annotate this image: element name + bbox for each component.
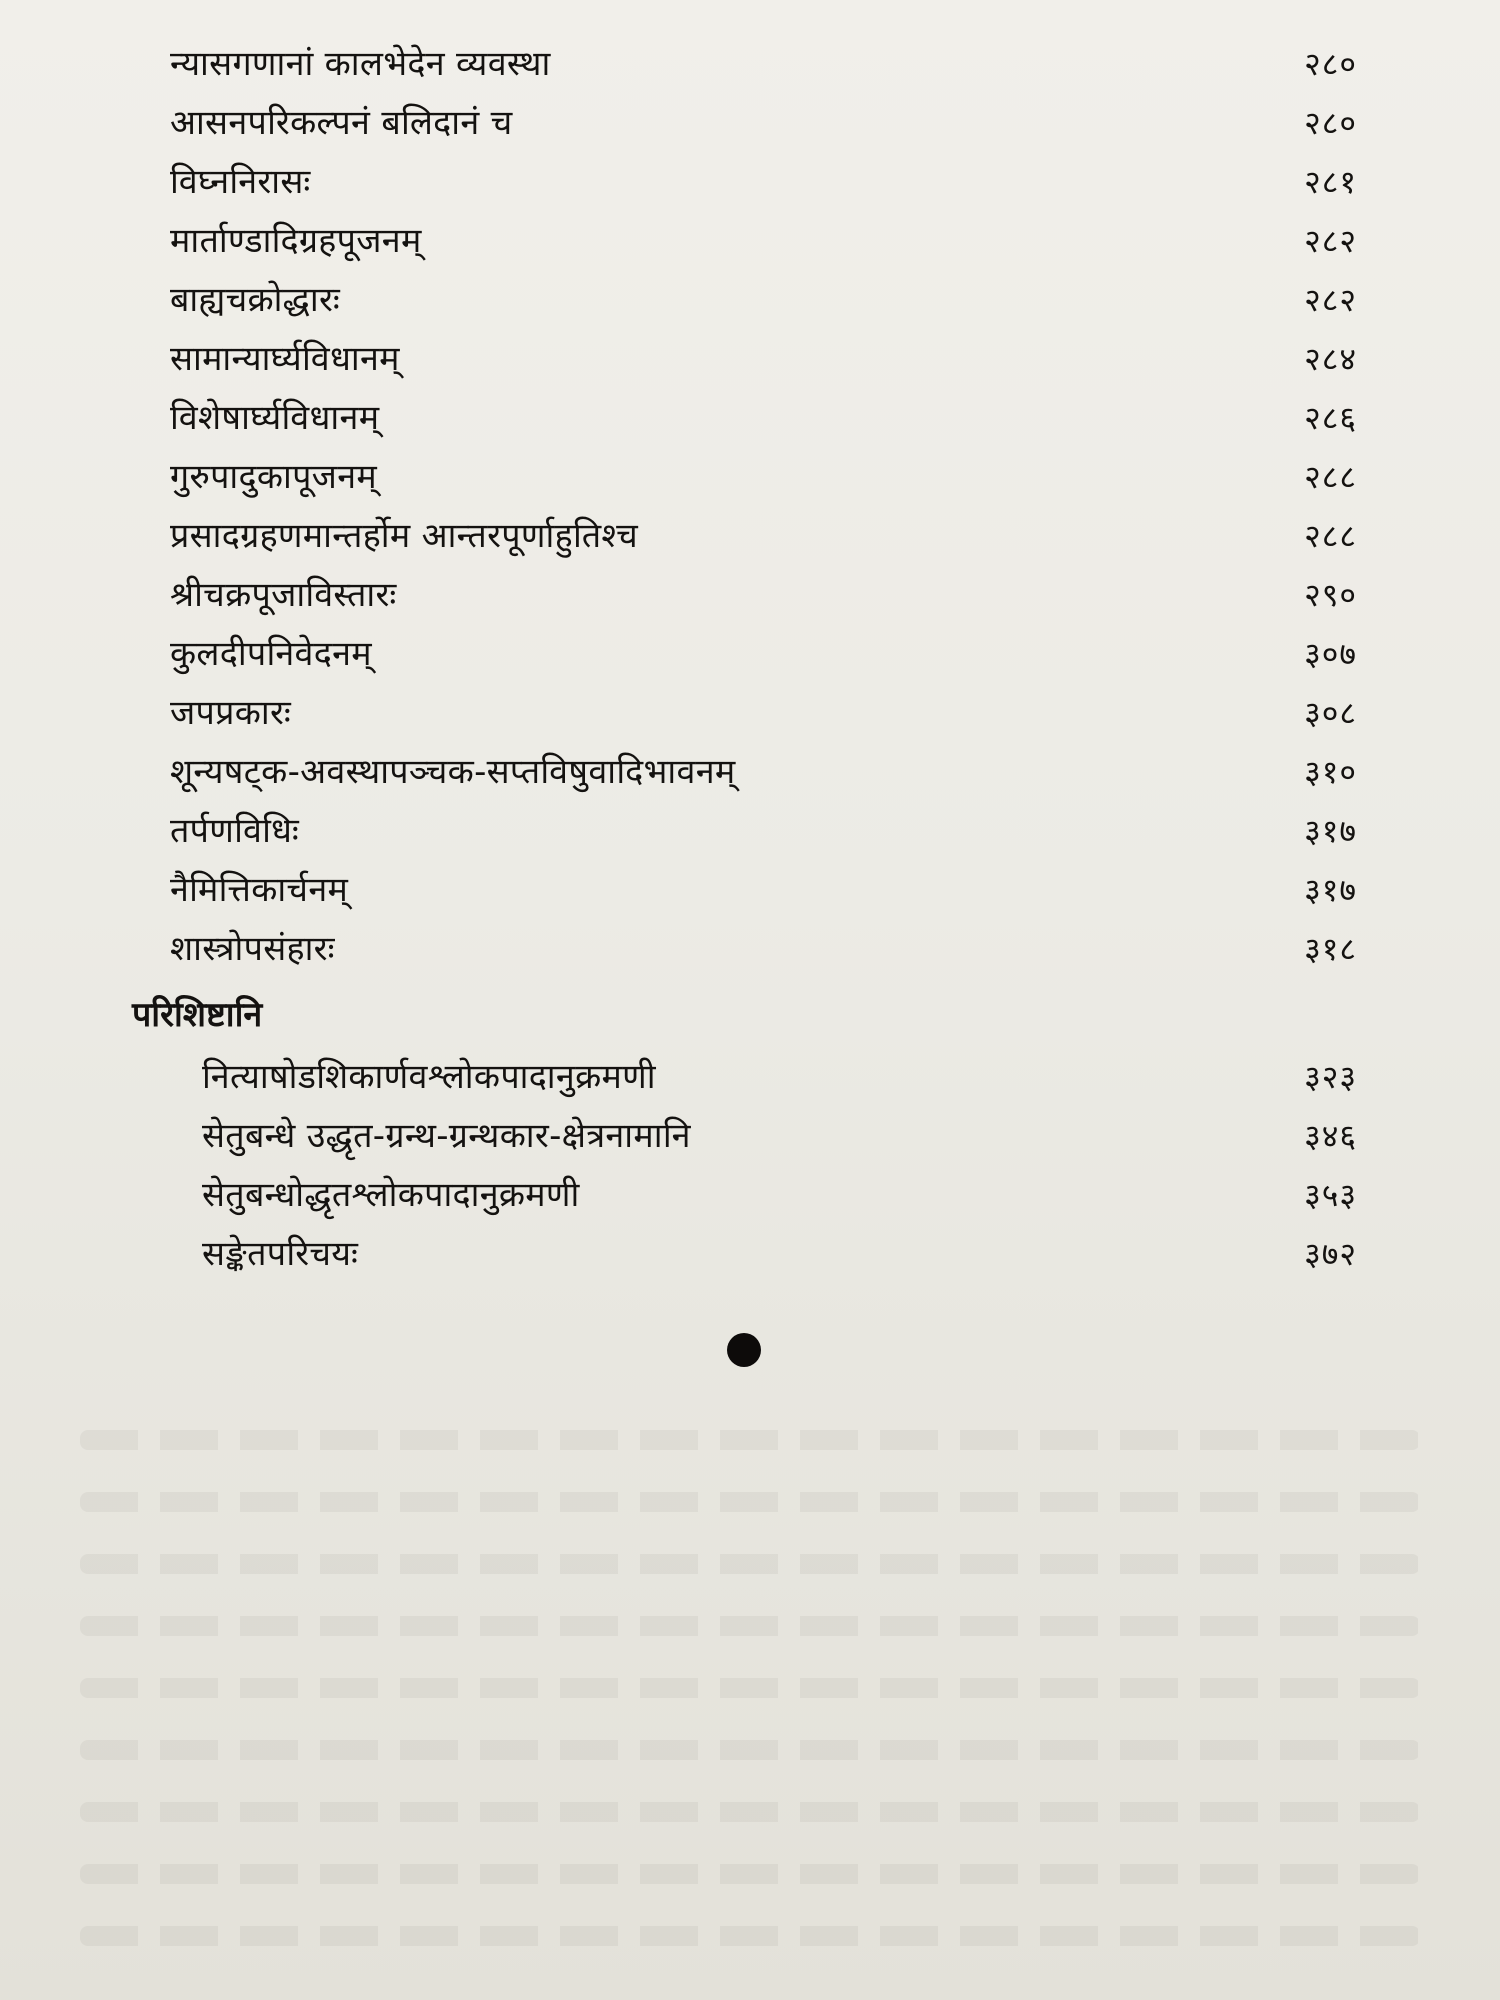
toc-entry-title: न्यासगणानां कालभेदेन व्यवस्था bbox=[170, 44, 551, 84]
toc-entry-title: मार्ताण्डादिग्रहपूजनम् bbox=[170, 221, 422, 261]
toc-entry-page-number: २८६ bbox=[1304, 399, 1357, 437]
bleed-through-line bbox=[80, 1430, 1420, 1450]
end-of-section-dot bbox=[727, 1333, 761, 1367]
toc-entry-page-number: २८२ bbox=[1304, 281, 1357, 319]
toc-entry bbox=[0, 212, 1500, 270]
toc-entry-page-number: ३२३ bbox=[1304, 1058, 1357, 1096]
toc-entry-title: शास्त्रोपसंहारः bbox=[170, 929, 335, 969]
toc-entry bbox=[0, 448, 1500, 506]
appendix-heading: परिशिष्टानि bbox=[132, 995, 263, 1035]
toc-entry-title: शून्यषट्क-अवस्थापञ्चक-सप्तविषुवादिभावनम् bbox=[170, 752, 736, 792]
toc-entry-title: कुलदीपनिवेदनम् bbox=[170, 634, 372, 674]
toc-entry-title: सामान्यार्घ्यविधानम् bbox=[170, 339, 400, 379]
bleed-through-line bbox=[80, 1616, 1420, 1636]
toc-entry bbox=[0, 1225, 1500, 1283]
bleed-through-line bbox=[80, 1926, 1420, 1946]
toc-entry-title: सेतुबन्धोद्धृतश्लोकपादानुक्रमणी bbox=[202, 1175, 580, 1215]
toc-entry bbox=[0, 507, 1500, 565]
toc-entry-title: गुरुपादुकापूजनम् bbox=[170, 457, 378, 497]
toc-entry-page-number: ३५३ bbox=[1304, 1176, 1357, 1214]
toc-entry-page-number: २८० bbox=[1304, 104, 1357, 142]
toc-entry bbox=[0, 566, 1500, 624]
toc-entry-page-number: २८२ bbox=[1304, 222, 1357, 260]
toc-entry-page-number: ३७२ bbox=[1304, 1235, 1357, 1273]
toc-entry-page-number: २९० bbox=[1304, 576, 1357, 614]
toc-entry-title: विशेषार्घ्यविधानम् bbox=[170, 398, 380, 438]
toc-entry-page-number: ३१० bbox=[1304, 753, 1357, 791]
bleed-through-line bbox=[80, 1678, 1420, 1698]
bleed-through-line bbox=[80, 1492, 1420, 1512]
toc-entry-page-number: ३१७ bbox=[1304, 812, 1357, 850]
toc-entry-title: नित्याषोडशिकार्णवश्लोकपादानुक्रमणी bbox=[202, 1057, 656, 1097]
toc-entry bbox=[0, 1107, 1500, 1165]
toc-entry-page-number: २८८ bbox=[1304, 517, 1357, 555]
toc-entry bbox=[0, 271, 1500, 329]
toc-entry bbox=[0, 330, 1500, 388]
toc-entry-title: तर्पणविधिः bbox=[170, 811, 300, 851]
toc-entry-title: नैमित्तिकार्चनम् bbox=[170, 870, 349, 910]
toc-entry-title: जपप्रकारः bbox=[170, 693, 292, 733]
bleed-through-line bbox=[80, 1864, 1420, 1884]
toc-entry bbox=[0, 861, 1500, 919]
toc-entry-title: श्रीचक्रपूजाविस्तारः bbox=[170, 575, 397, 615]
toc-entry-page-number: ३०७ bbox=[1304, 635, 1357, 673]
toc-entry-page-number: ३१७ bbox=[1304, 871, 1357, 909]
toc-entry bbox=[0, 920, 1500, 978]
toc-entry bbox=[0, 625, 1500, 683]
toc-entry-page-number: २८० bbox=[1304, 45, 1357, 83]
toc-entry-title: सङ्केतपरिचयः bbox=[202, 1234, 359, 1274]
toc-entry-title: आसनपरिकल्पनं बलिदानं च bbox=[170, 103, 513, 143]
toc-entry bbox=[0, 153, 1500, 211]
toc-entry bbox=[0, 94, 1500, 152]
toc-entry-page-number: ३४६ bbox=[1304, 1117, 1357, 1155]
toc-entry-title: प्रसादग्रहणमान्तर्होम आन्तरपूर्णाहुतिश्च bbox=[170, 516, 639, 556]
bleed-through-line bbox=[80, 1802, 1420, 1822]
toc-entry bbox=[0, 35, 1500, 93]
toc-entry-page-number: ३१८ bbox=[1304, 930, 1357, 968]
bleed-through-line bbox=[80, 1554, 1420, 1574]
toc-entry-page-number: २८८ bbox=[1304, 458, 1357, 496]
toc-entry-page-number: २८४ bbox=[1304, 340, 1357, 378]
toc-entry bbox=[0, 389, 1500, 447]
toc-entry-title: विघ्ननिरासः bbox=[170, 162, 311, 202]
toc-entry bbox=[0, 743, 1500, 801]
toc-entry-page-number: २८१ bbox=[1304, 163, 1357, 201]
toc-entry-title: सेतुबन्धे उद्धृत-ग्रन्थ-ग्रन्थकार-क्षेत्रनामानि bbox=[202, 1116, 691, 1156]
toc-entry bbox=[0, 684, 1500, 742]
toc-entry bbox=[0, 802, 1500, 860]
toc-entry bbox=[0, 1048, 1500, 1106]
toc-entry-title: बाह्यचक्रोद्धारः bbox=[170, 280, 341, 320]
toc-entry bbox=[0, 1166, 1500, 1224]
toc-entry-page-number: ३०८ bbox=[1304, 694, 1357, 732]
bleed-through-line bbox=[80, 1740, 1420, 1760]
